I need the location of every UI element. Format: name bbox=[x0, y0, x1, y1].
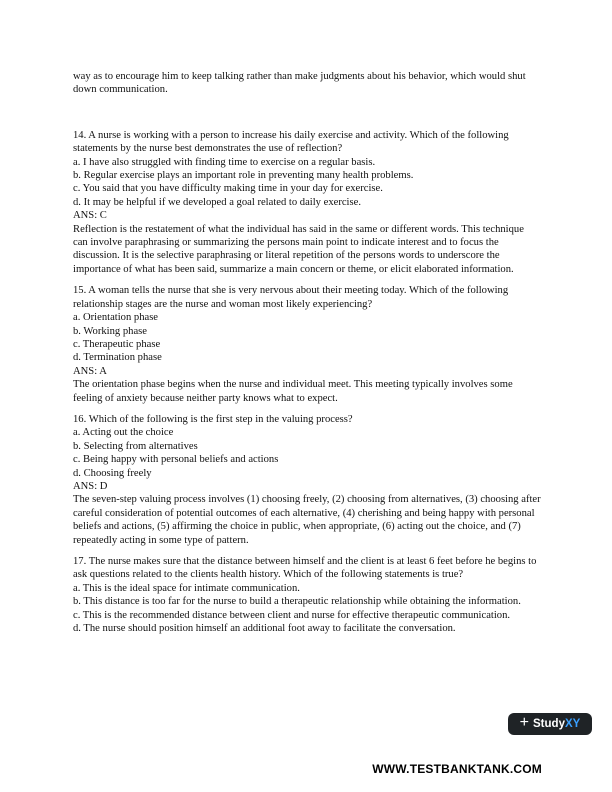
question-17 bbox=[73, 555, 541, 635]
footer-url: WWW.TESTBANKTANK.COM bbox=[372, 762, 542, 776]
brand-logo: StudyXY bbox=[533, 718, 581, 730]
answer-option: c. Therapeutic phase bbox=[73, 338, 161, 350]
answer-key: ANS: C bbox=[73, 210, 107, 222]
answer-option: b. Selecting from alternatives bbox=[73, 440, 198, 452]
answer-option: b. Regular exercise plays an important role in preventing many health problems. bbox=[73, 170, 414, 182]
answer-option: d. Choosing freely bbox=[73, 467, 152, 479]
question-stem: 14. A nurse is working with a person to increase his daily exercise and activity. Which of the following statements by the nurse best demonstrates the use of reflection? bbox=[73, 129, 509, 155]
question-15 bbox=[73, 284, 541, 405]
answer-option: d. It may be helpful if we developed a goal related to daily exercise. bbox=[73, 196, 361, 208]
rationale: Reflection is the restatement of what the individual has said in the same or different words. This technique can involve paraphrasing or summarizing the persons main point to indicate interest and to focus the discussion. It is the selective paraphrasing or literal repetition of the persons words to underscore the importance of what has been said, summarize a main concern or theme, or elicit elaborated information. bbox=[73, 223, 524, 275]
answer-option: d. Termination phase bbox=[73, 352, 162, 364]
intro-paragraph: way as to encourage him to keep talking rather than make judgments about his behavior, which would shut down communication. bbox=[73, 71, 526, 96]
answer-option: c. You said that you have difficulty making time in your day for exercise. bbox=[73, 183, 383, 195]
rationale: The orientation phase begins when the nurse and individual meet. This meeting typically involves some feeling of anxiety because neither party knows what to expect. bbox=[73, 379, 513, 404]
document-body bbox=[73, 70, 541, 643]
answer-option: a. This is the ideal space for intimate communication. bbox=[73, 582, 300, 594]
answer-key: ANS: D bbox=[73, 480, 108, 492]
question-16 bbox=[73, 413, 541, 547]
answer-option: c. This is the recommended distance between client and nurse for effective therapeutic communication. bbox=[73, 609, 511, 621]
question-stem: 15. A woman tells the nurse that she is very nervous about their meeting today. Which of the following relationship stages are the nurse and woman most likely experiencing? bbox=[73, 285, 509, 310]
answer-option: a. Acting out the choice bbox=[73, 427, 174, 439]
answer-option: d. The nurse should position himself an additional foot away to facilitate the conversation. bbox=[73, 623, 456, 635]
plus-icon: + bbox=[519, 714, 530, 731]
answer-key: ANS: A bbox=[73, 365, 107, 377]
answer-option: b. Working phase bbox=[73, 325, 147, 337]
question-stem: 16. Which of the following is the first step in the valuing process? bbox=[73, 413, 353, 425]
answer-option: b. This distance is too far for the nurse to build a therapeutic relationship while obtaining the information. bbox=[73, 596, 521, 608]
studyxy-badge[interactable] bbox=[508, 713, 592, 735]
answer-option: c. Being happy with personal beliefs and actions bbox=[73, 454, 279, 466]
question-stem: 17. The nurse makes sure that the distance between himself and the client is at least 6 feet before he begins to ask questions related to the clients health history. Which of the following statements is true? bbox=[73, 556, 537, 581]
rationale: The seven-step valuing process involves (1) choosing freely, (2) choosing from alternatives, (3) choosing after careful consideration of potential outcomes of each alternative, (4) cherishing and being happy with personal beliefs and actions, (5) affirming the choice in public, when appropriate, (6) acting out the choice, and (7) repeatedly acting in some type of pattern. bbox=[73, 494, 541, 546]
answer-option: a. Orientation phase bbox=[73, 312, 159, 324]
question-14 bbox=[73, 129, 541, 276]
answer-option: a. I have also struggled with finding time to exercise on a regular basis. bbox=[73, 156, 376, 168]
